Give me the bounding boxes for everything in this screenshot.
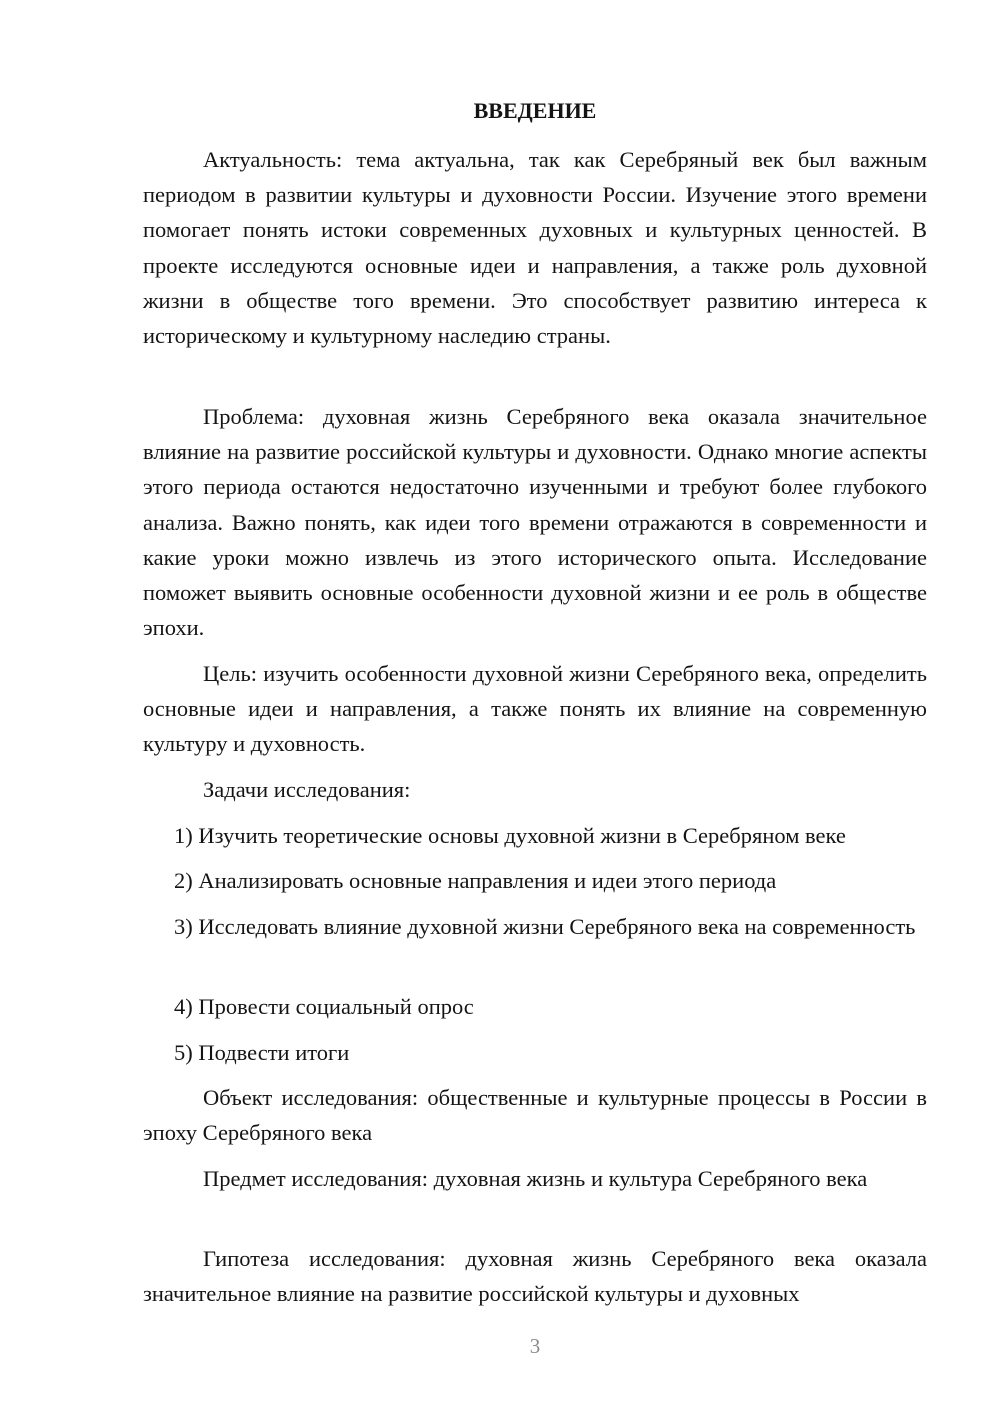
tasks-heading: Задачи исследования:: [203, 777, 411, 802]
task-item-2: 2) Анализировать основные направления и идеи этого периода: [174, 868, 777, 893]
task-item-3: 3) Исследовать влияние духовной жизни Серебряного века на современность: [174, 914, 916, 939]
task-item-5: 5) Подвести итоги: [174, 1040, 350, 1065]
document-page: [143, 0, 927, 1414]
paragraph-problem: Проблема: духовная жизнь Серебряного века оказала значительное влияние на развитие российской культуры и духовности. Однако многие аспекты этого периода остаются недостаточно изученными и требуют более глубокого анализа. Важно понять, как идеи того времени отражаются в современности и какие уроки можно извлечь из этого исторического опыта. Исследование поможет выявить основные особенности духовной жизни и ее роль в обществе эпохи.: [143, 404, 927, 641]
paragraph-object: Объект исследования: общественные и культурные процессы в России в эпоху Серебряного века: [143, 1085, 927, 1146]
page-title: ВВЕДЕНИЕ: [473, 98, 597, 123]
task-item-4: 4) Провести социальный опрос: [174, 994, 474, 1019]
paragraph-goal: Цель: изучить особенности духовной жизни Серебряного века, определить основные идеи и направления, а также понять их влияние на современную культуру и духовность.: [143, 661, 927, 757]
page-number: 3: [529, 1334, 541, 1358]
paragraph-relevance: Актуальность: тема актуальна, так как Серебряный век был важным периодом в развитии культуры и духовности России. Изучение этого времени помогает понять истоки современных духовных и культурных ценностей. В проекте исследуются основные идеи и направления, а также роль духовной жизни в обществе того времени. Это способствует развитию интереса к историческому и культурному наследию страны.: [143, 147, 927, 349]
paragraph-hypothesis: Гипотеза исследования: духовная жизнь Серебряного века оказала значительное влияние на развитие российской культуры и духовных: [143, 1246, 927, 1307]
task-item-1: 1) Изучить теоретические основы духовной жизни в Серебряном веке: [174, 823, 846, 848]
paragraph-subject: Предмет исследования: духовная жизнь и культура Серебряного века: [203, 1166, 868, 1191]
